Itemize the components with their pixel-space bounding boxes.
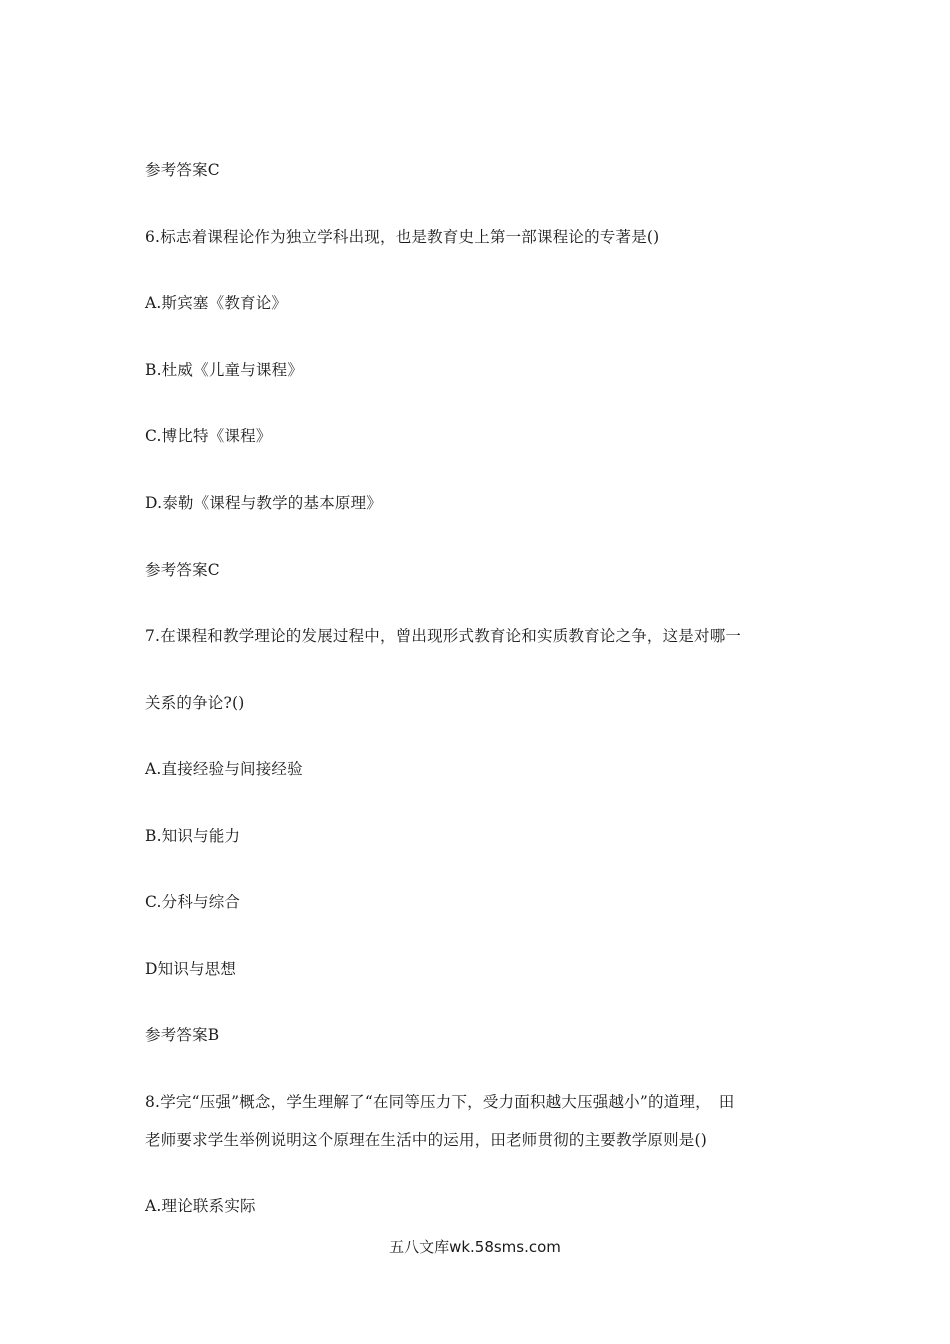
q7-option-a: A.直接经验与间接经验 bbox=[145, 760, 303, 778]
question-6: 6.标志着课程论作为独立学科出现，也是教育史上第一部课程论的专著是() bbox=[145, 228, 660, 246]
q6-option-c: C.博比特《课程》 bbox=[145, 427, 272, 445]
answer-key-6: 参考答案C bbox=[145, 561, 220, 579]
question-8-line-1: 8.学完“压强”概念，学生理解了“在同等压力下，受力面积越大压强越小”的道理， 田 bbox=[145, 1093, 735, 1111]
q6-option-d: D.泰勒《课程与教学的基本原理》 bbox=[145, 494, 383, 512]
question-8-line-2: 老师要求学生举例说明这个原理在生活中的运用，田老师贯彻的主要教学原则是() bbox=[145, 1131, 707, 1149]
answer-key-5: 参考答案C bbox=[145, 161, 220, 179]
q6-option-b: B.杜威《儿童与课程》 bbox=[145, 361, 304, 379]
answer-key-7: 参考答案B bbox=[145, 1026, 220, 1044]
q7-option-d: D知识与思想 bbox=[145, 960, 237, 978]
question-7-line-1: 7.在课程和教学理论的发展过程中，曾出现形式教育论和实质教育论之争，这是对哪一 bbox=[145, 627, 742, 645]
q6-option-a: A.斯宾塞《教育论》 bbox=[145, 294, 288, 312]
q7-option-c: C.分科与综合 bbox=[145, 893, 241, 911]
question-7-line-2: 关系的争论?() bbox=[145, 694, 245, 712]
q8-option-a: A.理论联系实际 bbox=[145, 1197, 256, 1215]
page-footer: 五八文库wk.58sms.com bbox=[389, 1238, 561, 1256]
q7-option-b: B.知识与能力 bbox=[145, 827, 241, 845]
